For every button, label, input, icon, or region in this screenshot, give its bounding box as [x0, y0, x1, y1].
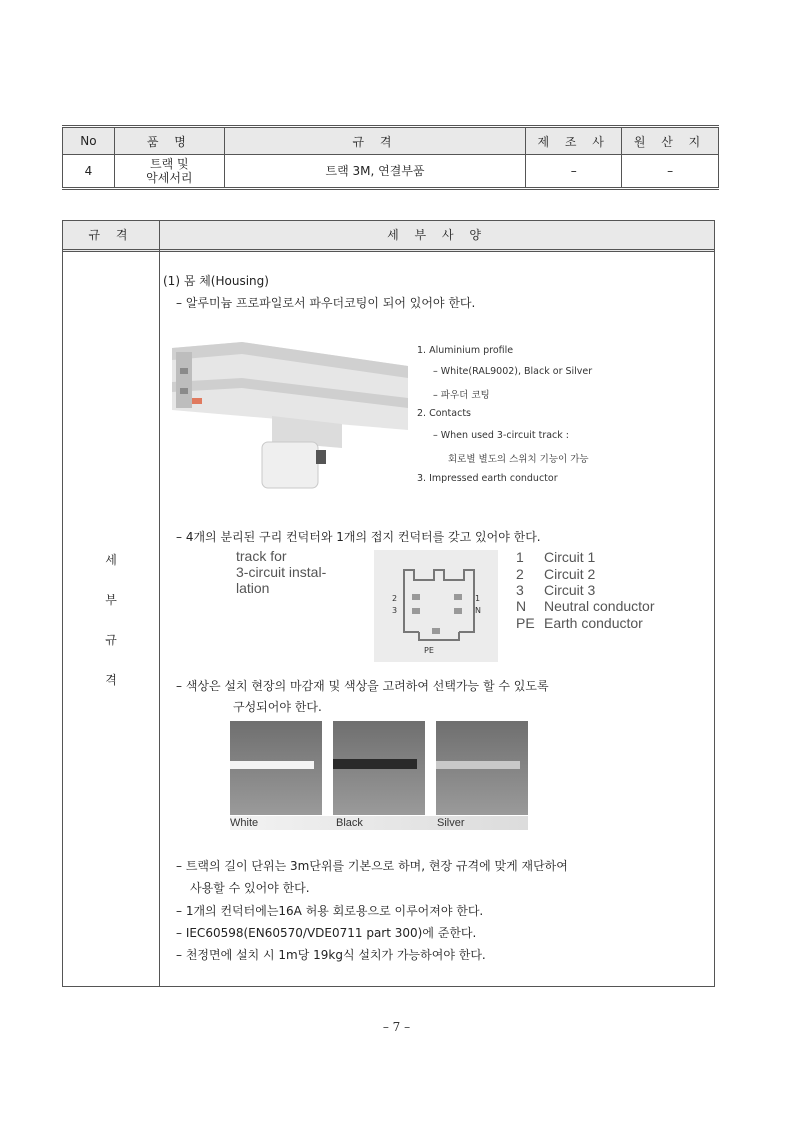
rule-text: – 천정면에 설치 시 1m당 19kg식 설치가 가능하여야 한다. — [176, 948, 486, 962]
rule-text: – 1개의 컨덕터에는16A 허용 회로용으로 이루어져야 한다. — [176, 904, 484, 918]
cell-name — [114, 155, 224, 189]
side-label-char: 세 — [105, 553, 117, 567]
cell-spec: 트랙 3M, 연결부품 — [224, 155, 526, 189]
legend-key: 1 — [516, 549, 524, 565]
color-desc: – 색상은 설치 현장의 마감재 및 색상을 고려하여 선택가능 할 수 있도록 — [176, 679, 549, 693]
product-table — [62, 125, 719, 190]
column-divider — [159, 221, 160, 986]
swatch-bar — [333, 759, 417, 769]
spec-header-left: 규 격 — [88, 228, 134, 242]
swatch-label: Black — [336, 817, 363, 829]
conductor-desc: – 4개의 분리된 구리 컨덕터와 1개의 접지 컨덕터를 갖고 있어야 한다. — [176, 530, 541, 544]
track-caption-line: lation — [236, 580, 270, 596]
swatch-bar — [230, 761, 314, 769]
legend-label: Neutral conductor — [544, 598, 655, 614]
header-maker: 제 조 사 — [526, 127, 622, 155]
diagram-label: N — [475, 606, 481, 615]
profile-note: 3. Impressed earth conductor — [417, 473, 558, 484]
legend-label: Circuit 2 — [544, 566, 596, 582]
swatch-silver — [436, 721, 528, 815]
swatch-bar — [436, 761, 520, 769]
header-origin: 원 산 지 — [622, 127, 719, 155]
legend-label: Circuit 3 — [544, 582, 596, 598]
rule-text: – 트랙의 길이 단위는 3m단위를 기본으로 하며, 현장 규격에 맞게 재단하여 — [176, 859, 568, 873]
swatch-label: Silver — [437, 817, 465, 829]
track-caption — [236, 548, 326, 596]
swatch-label: White — [230, 817, 259, 829]
header-no: No — [63, 127, 115, 155]
legend-key: 2 — [516, 566, 524, 582]
side-label-char: 규 — [105, 633, 117, 647]
table-row — [63, 155, 719, 189]
rule-text: 사용할 수 있어야 한다. — [190, 881, 310, 895]
cell-name-line2: 악세서리 — [146, 171, 193, 185]
spec-header-right: 세 부 사 양 — [387, 228, 487, 242]
cell-maker: – — [526, 155, 622, 189]
swatch-white — [230, 721, 322, 815]
diagram-label: 3 — [392, 606, 398, 615]
diagram-label: PE — [424, 646, 434, 655]
side-label-char: 격 — [105, 673, 117, 687]
track-caption-line: 3-circuit instal- — [236, 564, 327, 580]
cell-origin: – — [622, 155, 719, 189]
spec-header — [63, 221, 714, 252]
profile-note: – When used 3-circuit track : — [433, 430, 569, 441]
rule-text: – IEC60598(EN60570/VDE0711 part 300)에 준한다. — [176, 926, 477, 940]
profile-note: – 파우더 코팅 — [433, 390, 490, 401]
track-profile-image — [172, 338, 408, 490]
diagram-label: 2 — [392, 594, 398, 603]
legend-label: Circuit 1 — [544, 549, 596, 565]
profile-note: 1. Aluminium profile — [417, 345, 514, 356]
header-name: 품 명 — [114, 127, 224, 155]
profile-note: – White(RAL9002), Black or Silver — [433, 366, 593, 377]
header-spec: 규 격 — [224, 127, 526, 155]
housing-title: (1) 몸 체(Housing) — [163, 274, 269, 288]
legend-label: Earth conductor — [544, 615, 643, 631]
legend-key: 3 — [516, 582, 524, 598]
page-number: – 7 – — [382, 1020, 411, 1034]
swatch-label-strip — [230, 816, 528, 830]
legend-key: PE — [516, 615, 535, 631]
track-caption-line: track for — [236, 548, 287, 564]
diagram-label: 1 — [475, 594, 481, 603]
cell-name-line1: 트랙 및 — [150, 157, 189, 171]
cell-no: 4 — [63, 155, 115, 189]
profile-note: 2. Contacts — [417, 408, 471, 419]
legend-key: N — [516, 598, 527, 614]
housing-desc: – 알루미늄 프로파일로서 파우더코팅이 되어 있어야 한다. — [176, 296, 476, 310]
color-desc-cont: 구성되어야 한다. — [233, 700, 322, 714]
profile-note: 회로별 별도의 스위치 기능이 가능 — [448, 454, 589, 465]
side-label-char: 부 — [105, 593, 117, 607]
swatch-black — [333, 721, 425, 815]
